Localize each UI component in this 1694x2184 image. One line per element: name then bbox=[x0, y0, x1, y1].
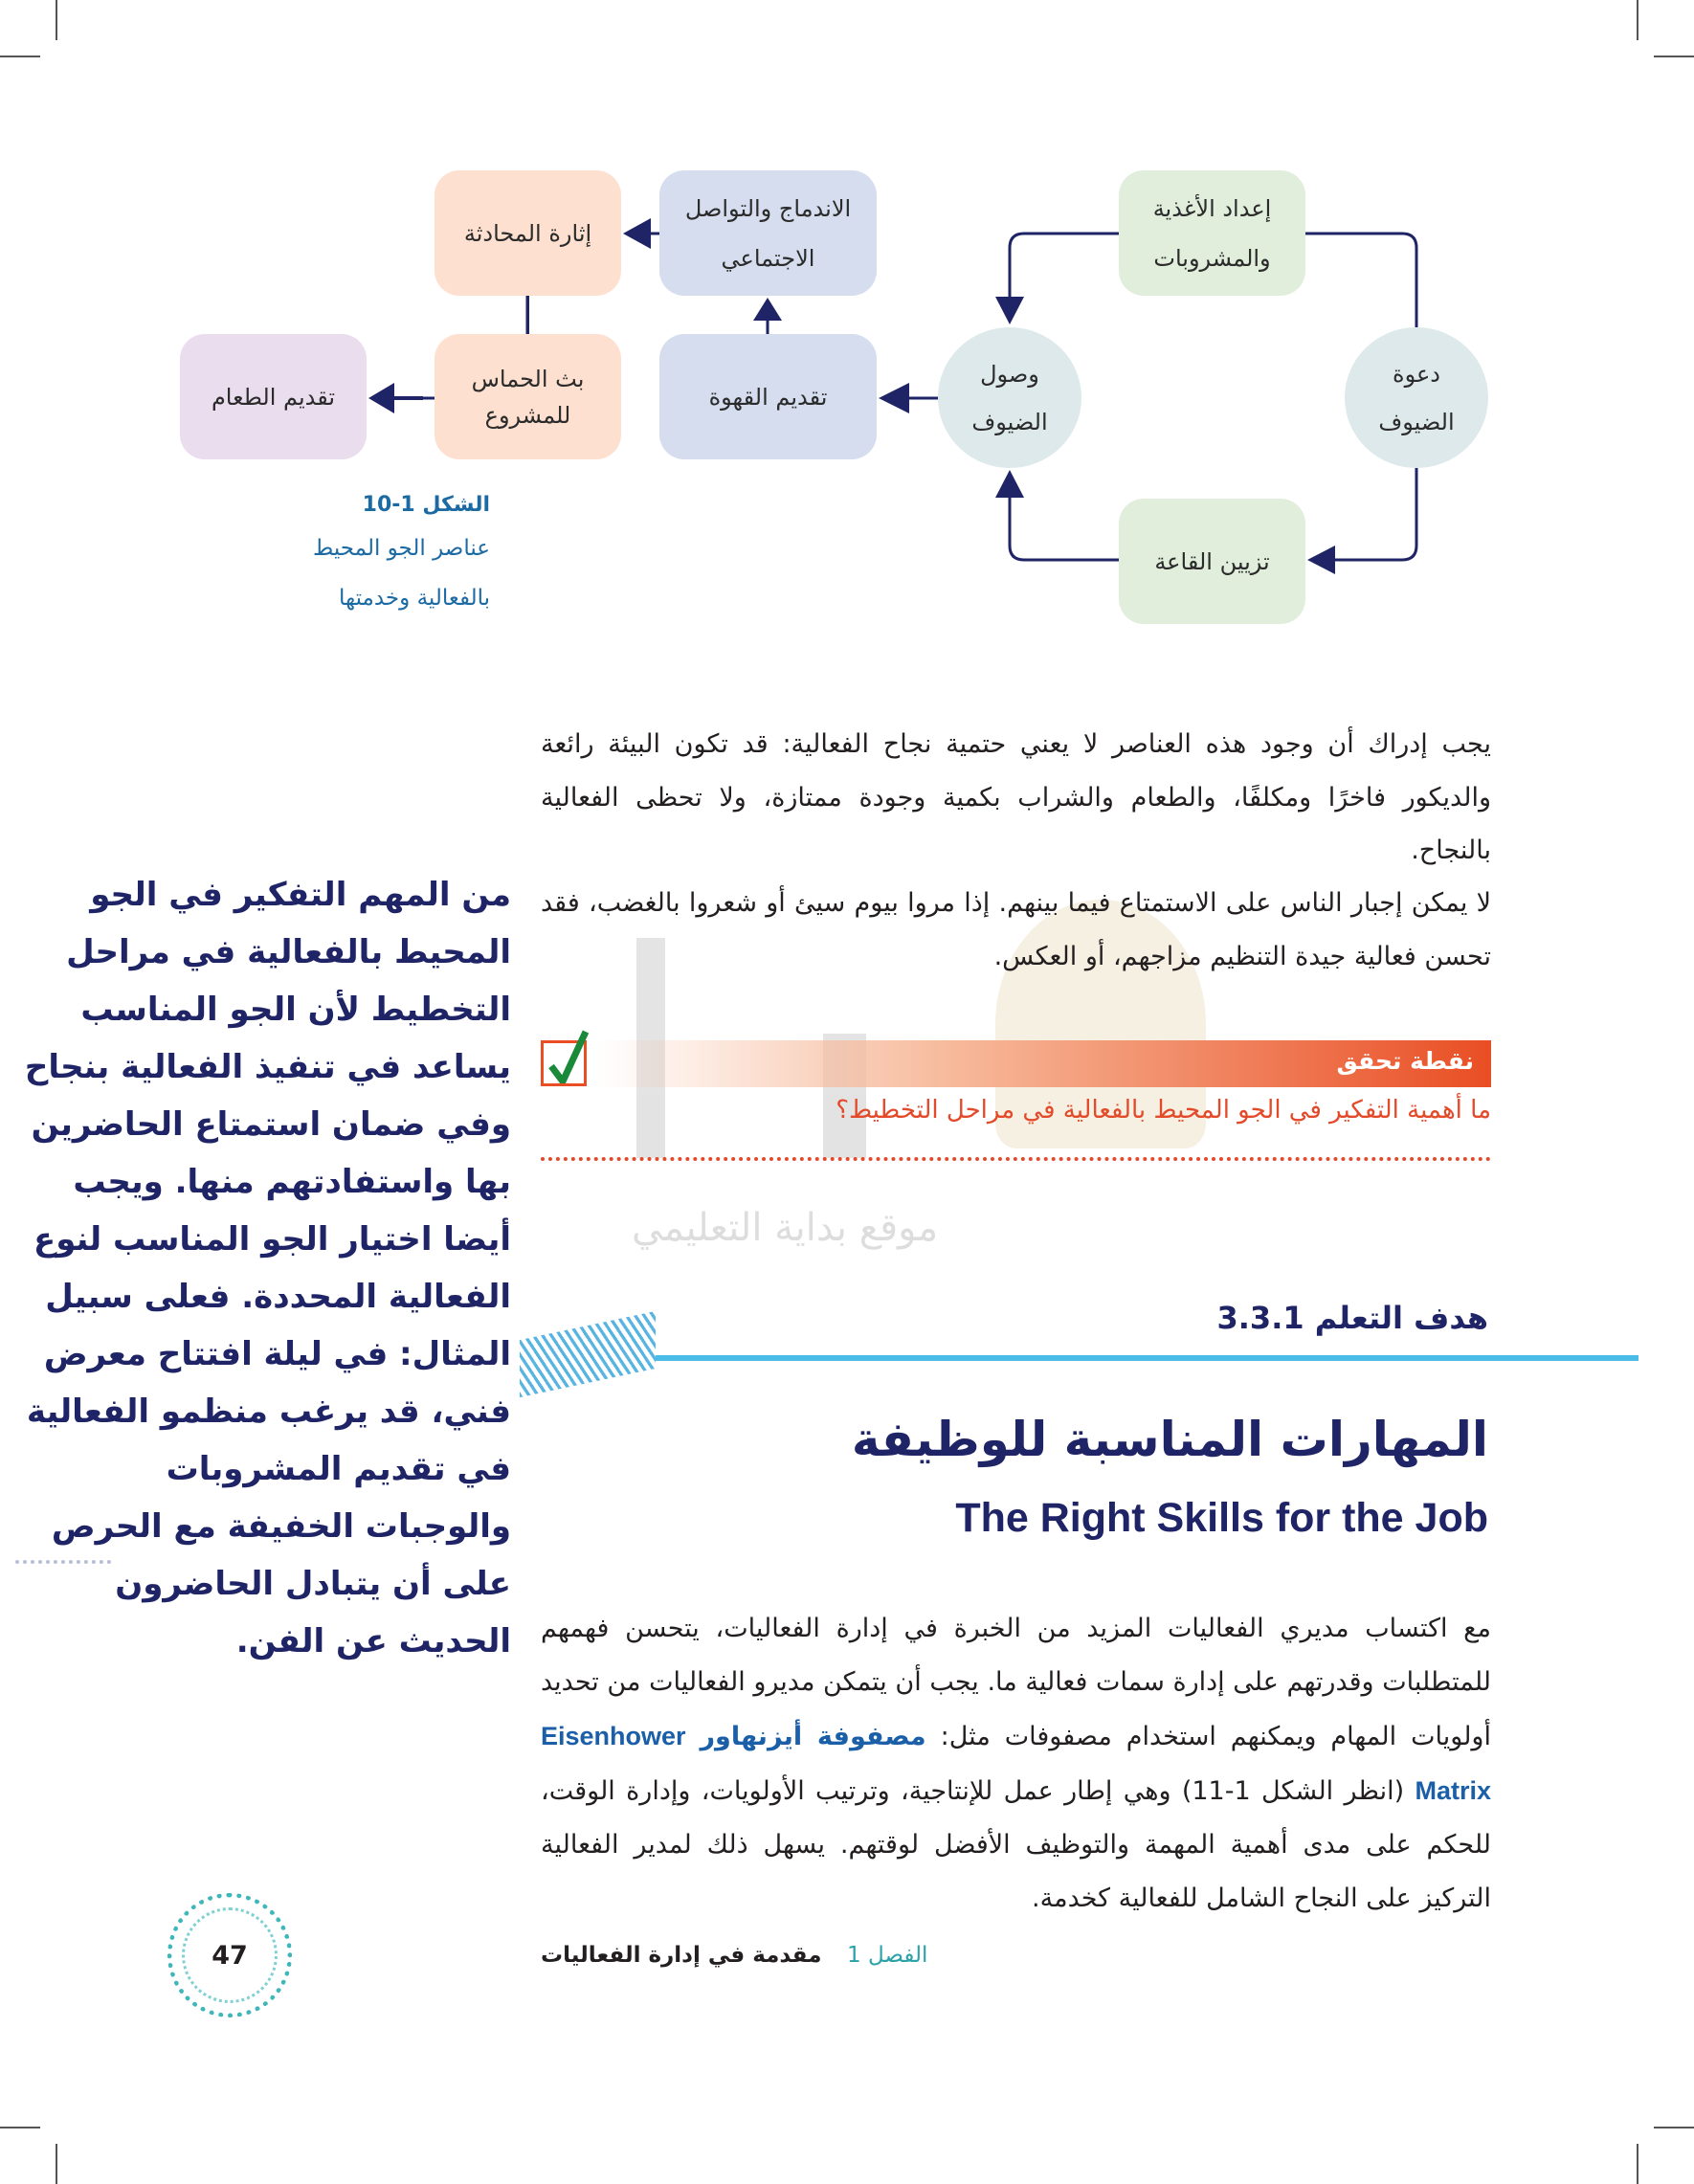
arrow-icon bbox=[995, 470, 1024, 498]
checkpoint-question: ما أهمية التفكير في الجو المحيط بالفعالية في مراحل التخطيط؟ bbox=[836, 1096, 1491, 1125]
diagram-node-arrival bbox=[938, 327, 1081, 468]
watermark-text: موقع بداية التعليمي bbox=[632, 1206, 939, 1250]
footer-book-title: مقدمة في إدارة الفعاليات bbox=[541, 1943, 822, 1968]
diagram-node-decor bbox=[1119, 499, 1305, 624]
node-label: تقديم القهوة bbox=[708, 383, 828, 411]
node-label: إثارة المحادثة bbox=[463, 219, 592, 247]
crop-mark bbox=[1637, 2144, 1638, 2184]
node-label: الضيوف bbox=[971, 408, 1048, 435]
checkpoint-label: نقطة تحقق bbox=[1336, 1047, 1474, 1075]
node-label: تقديم الطعام bbox=[211, 383, 336, 411]
arrow-icon bbox=[368, 383, 394, 413]
diagram-node-meal bbox=[180, 334, 367, 459]
objective-dots-decoration bbox=[520, 1311, 656, 1397]
crop-mark bbox=[56, 2144, 57, 2184]
diagram-node-invite bbox=[1345, 327, 1488, 468]
checkpoint-checkbox-icon bbox=[541, 1040, 587, 1086]
node-label: والمشروبات bbox=[1153, 244, 1271, 272]
diagram-node-coffee bbox=[659, 334, 877, 459]
arrow-icon bbox=[879, 383, 909, 413]
node-label: وصول bbox=[980, 360, 1039, 388]
page-number-badge bbox=[167, 1893, 292, 2017]
section-title-english: The Right Skills for the Job bbox=[955, 1495, 1488, 1541]
node-label: الاندماج والتواصل bbox=[684, 194, 852, 222]
arrow-icon bbox=[995, 297, 1024, 324]
node-label: الاجتماعي bbox=[721, 244, 815, 272]
diagram-node-enthusiasm bbox=[435, 334, 621, 459]
arrow-icon bbox=[623, 218, 651, 249]
node-label: تزيين القاعة bbox=[1154, 547, 1270, 575]
footer-chapter: الفصل 1 bbox=[847, 1943, 928, 1968]
checkpoint-dotted-divider bbox=[541, 1157, 1491, 1161]
diagram-node-conversation bbox=[435, 170, 621, 296]
figure-number: الشكل 1-10 bbox=[362, 493, 490, 517]
intro-paragraph: يجب إدراك أن وجود هذه العناصر لا يعني حتمية نجاح الفعالية: قد تكون البيئة رائعة والديكور فاخرًا ومكلفًا، والطعام والشراب بكمية وجودة ممتازة، ولا تحظى الفعالية بالنجاح. bbox=[541, 729, 1491, 865]
learning-objective: هدف التعلم 3.3.1 bbox=[1216, 1300, 1488, 1336]
figure-title-line: عناصر الجو المحيط bbox=[313, 536, 490, 561]
sidebar-dots bbox=[15, 1560, 111, 1564]
checkpoint-bar bbox=[596, 1040, 1491, 1087]
arrow-icon bbox=[753, 298, 782, 321]
figure-caption bbox=[203, 488, 490, 622]
diagram-node-food-prep bbox=[1119, 170, 1305, 296]
crop-mark bbox=[1654, 2127, 1694, 2128]
body-text: مع اكتساب مديري الفعاليات المزيد من الخبرة في إدارة الفعاليات، يتحسن فهمهم للمتطلبات وقدرتهم على إدارة سمات فعالية ما. يجب أن يتمكن مديرو الفعاليات من تحديد أولويات المهام ويمكنهم استخدام مصفوفات مثل: bbox=[541, 1614, 1491, 1751]
body-paragraph bbox=[541, 1602, 1491, 1926]
page-number: 47 bbox=[212, 1940, 248, 1971]
section-title-arabic: المهارات المناسبة للوظيفة bbox=[851, 1412, 1488, 1467]
node-label: إعداد الأغذية bbox=[1152, 194, 1272, 222]
sidebar-note: من المهم التفكير في الجو المحيط بالفعالية في مراحل التخطيط لأن الجو المناسب يساعد في تنفيذ الفعالية بنجاح وفي ضمان استمتاع الحاضرين بها واستفادتهم منها. ويجب أيضا اختيار الجو المناسب لنوع الفعالية المحددة. فعلى سبيل المثال: في ليلة افتتاح معرض فني، قد يرغب منظمو الفعالية في تقديم المشروبات والوجبات الخفيفة مع الحرص على أن يتبادل الحاضرون الحديث عن الفن. bbox=[24, 876, 511, 1660]
node-label: دعوة bbox=[1393, 360, 1440, 388]
figure-title-line: بالفعالية وخدمتها bbox=[338, 586, 490, 611]
diagram-node-social bbox=[659, 170, 877, 296]
node-label: للمشروع bbox=[484, 401, 571, 429]
intro-paragraph: لا يمكن إجبار الناس على الاستمتاع فيما بينهم. إذا مروا بيوم سيئ أو شعروا بالغضب، فقد تحسن فعالية جيدة التنظيم مزاجهم، أو العكس. bbox=[541, 888, 1491, 971]
diagram-connector-line bbox=[526, 296, 529, 334]
key-term-arabic: مصفوفة أيزنهاور bbox=[700, 1722, 926, 1751]
node-label: بث الحماس bbox=[471, 365, 585, 392]
key-term-english: Eisenhower Matrix bbox=[541, 1722, 1491, 1805]
crop-mark bbox=[0, 2127, 40, 2128]
node-label: الضيوف bbox=[1378, 408, 1455, 435]
body-text: (انظر الشكل 1-11) وهي إطار عمل للإنتاجية، وترتيب الأولويات، وإدارة الوقت، للحكم على مدى أهمية المهمة والتوظيف الأفضل لوقتهم. يسهل ذلك لمدير الفعالية التركيز على النجاح الشامل للفعالية كخدمة. bbox=[541, 1776, 1491, 1913]
arrow-icon bbox=[1307, 546, 1335, 574]
objective-rule bbox=[656, 1355, 1638, 1361]
